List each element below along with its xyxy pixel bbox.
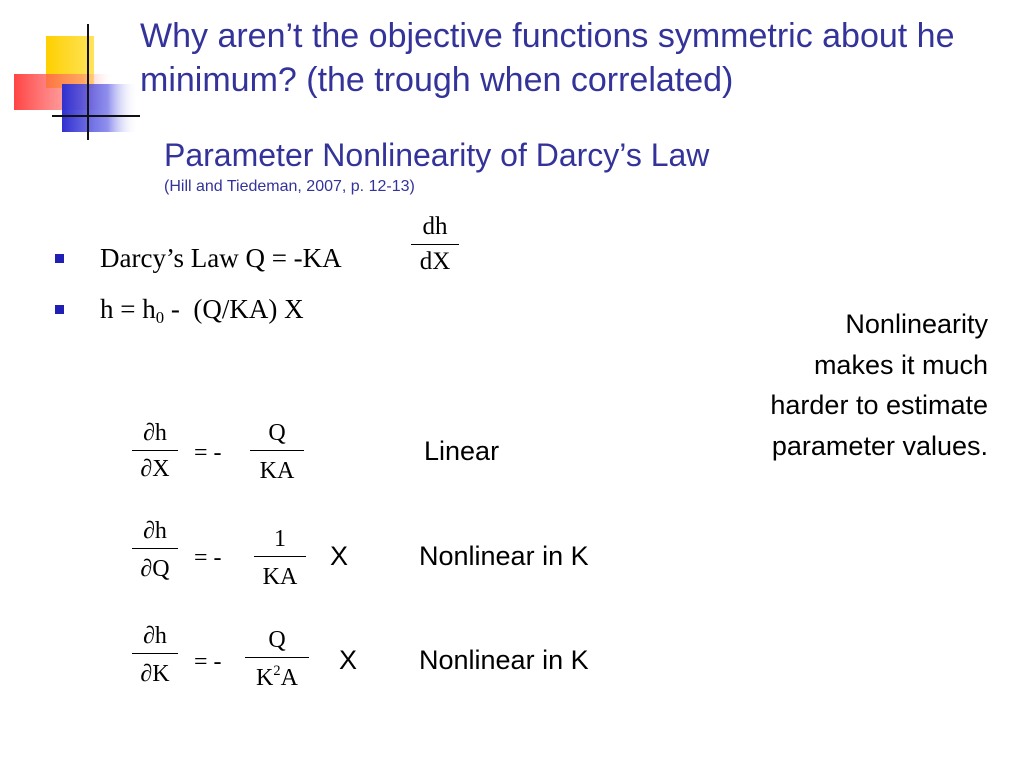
fraction-numerator: Q [268, 420, 286, 446]
darcy-law-text: Darcy’s Law Q = -KA [100, 243, 342, 273]
fraction-denominator: ∂Q [140, 556, 170, 582]
equation-tail-X: X [330, 541, 349, 571]
rhs-fraction-Q-KA [250, 416, 304, 491]
fraction-numerator: ∂h [143, 623, 167, 649]
citation: (Hill and Tiedeman, 2007, p. 12-13) [164, 178, 415, 195]
equals-minus: = - [194, 649, 222, 675]
fraction-denominator: KA [259, 458, 295, 484]
derivative-dh-dX [132, 416, 178, 487]
equals-minus: = - [194, 545, 222, 571]
bullet-marker [55, 305, 64, 314]
darcy-gradient-fraction [411, 210, 459, 279]
head-equation-rhs: - (Q/KA) X [164, 294, 304, 324]
head-subscript: 0 [155, 308, 165, 327]
rhs-fraction-Q-K2A [245, 623, 309, 698]
slide-subtitle: Parameter Nonlinearity of Darcy’s Law [164, 137, 710, 173]
fraction-numerator: 1 [274, 526, 286, 552]
fraction-denominator [245, 658, 309, 698]
slide-logo-graphic [0, 0, 140, 140]
derivative-dh-dQ [132, 514, 178, 589]
head-equation-lhs: h = h [100, 294, 156, 324]
denominator-A: A [280, 665, 298, 691]
equals-minus: = - [194, 440, 222, 466]
equation-label-nonlinear: Nonlinear in K [419, 645, 589, 675]
derivative-dh-dK [132, 619, 178, 694]
slide-title: Why aren’t the objective functions symmetric about he minimum? (the trough when correlated) [140, 17, 955, 99]
fraction-denominator: ∂X [140, 456, 170, 482]
denominator-K: K [256, 665, 274, 691]
head-equation [100, 291, 304, 327]
fraction-denominator: KA [262, 564, 298, 590]
nonlinearity-note: Nonlinearity makes it much harder to estimate parameter values. [770, 309, 988, 461]
fraction-numerator: ∂h [143, 420, 167, 446]
equation-tail-X: X [339, 645, 358, 675]
fraction-denominator: ∂K [140, 661, 170, 687]
fraction-denominator: dX [419, 248, 451, 275]
equation-label-linear: Linear [424, 436, 500, 466]
bullet-marker [55, 254, 64, 263]
logo-blue-bar [62, 84, 138, 132]
fraction-numerator: ∂h [143, 518, 167, 544]
equation-label-nonlinear: Nonlinear in K [419, 541, 589, 571]
fraction-numerator: dh [422, 213, 448, 240]
fraction-numerator: Q [268, 627, 286, 653]
exponent-2: 2 [273, 663, 281, 679]
rhs-fraction-1-KA [254, 522, 306, 597]
